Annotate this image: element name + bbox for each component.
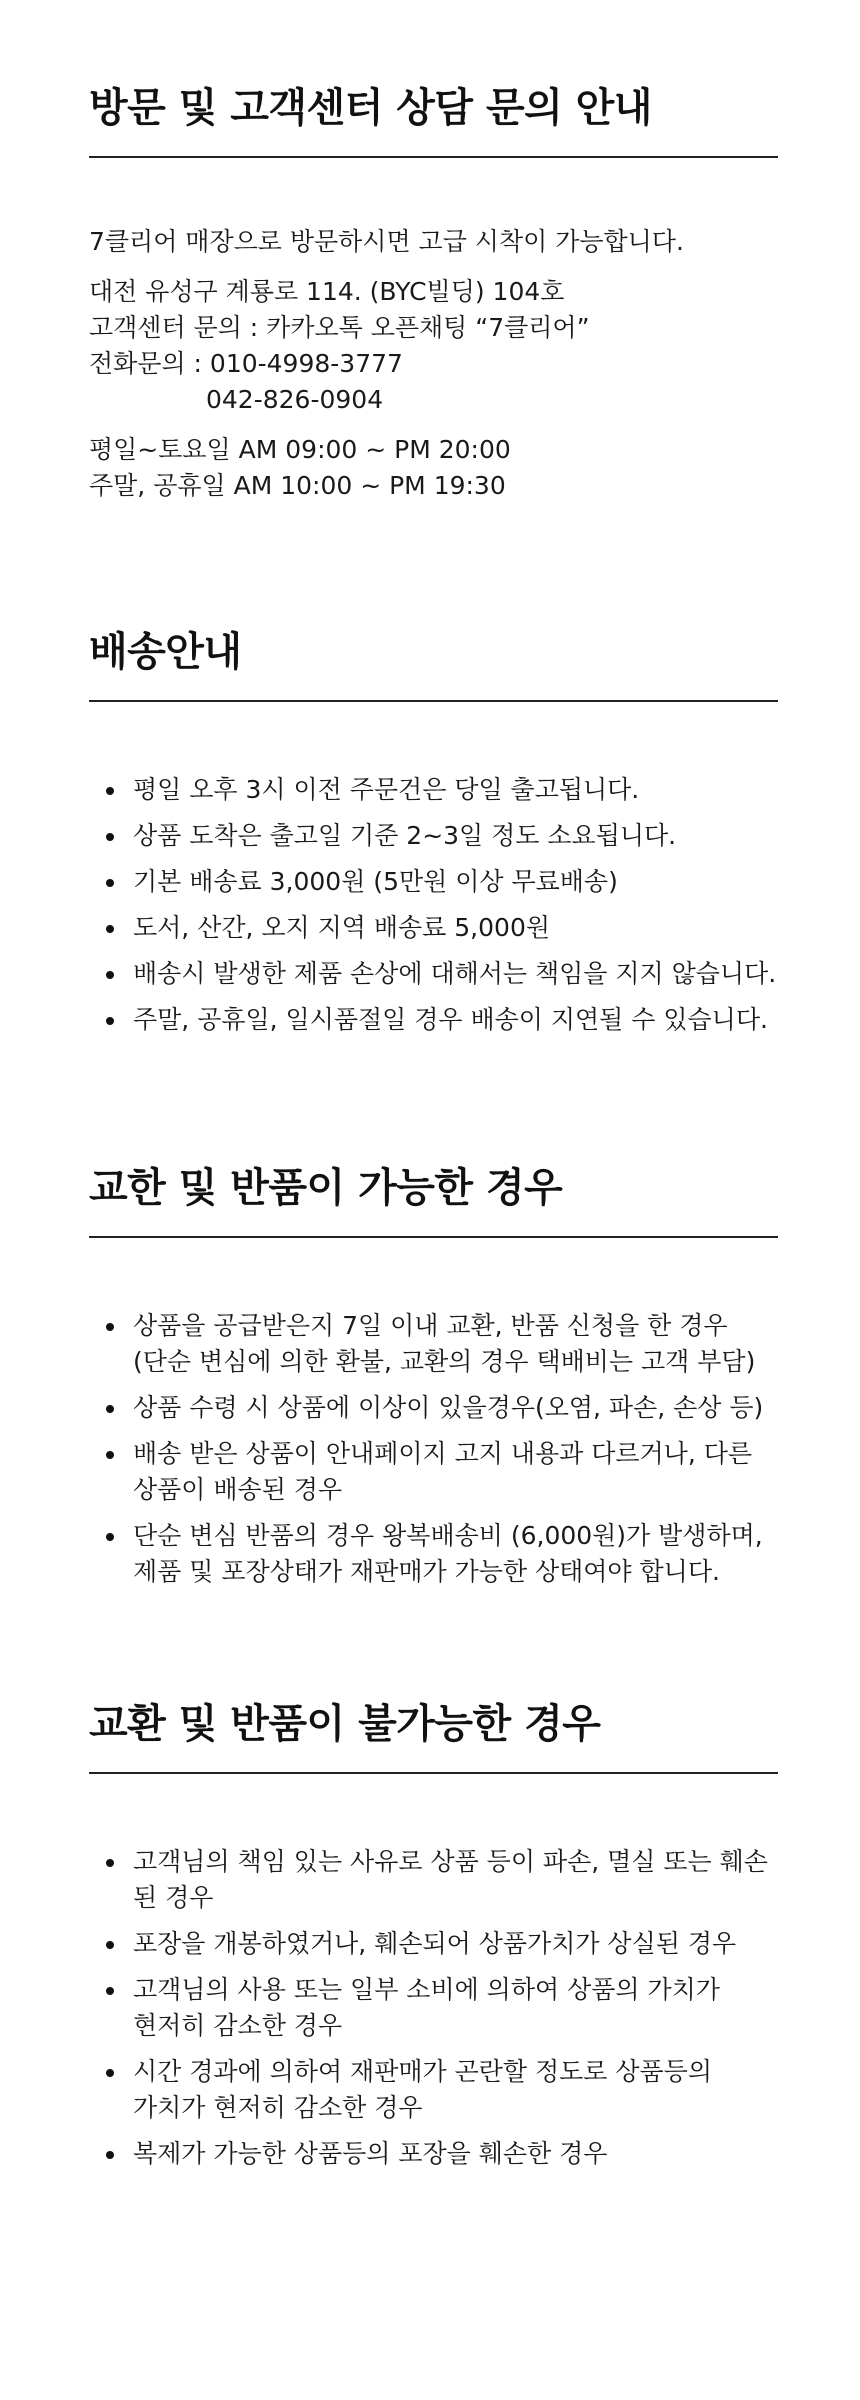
shipping-title: 배송안내 bbox=[89, 629, 242, 675]
list-item-text: 가치가 현저히 감소한 경우 bbox=[133, 2093, 423, 2122]
list-item-text: 된 경우 bbox=[133, 1883, 214, 1912]
list-item bbox=[89, 1972, 778, 2044]
shipping-section bbox=[89, 624, 778, 1048]
list-item-text: 제품 및 포장상태가 재판매가 가능한 상태여야 합니다. bbox=[133, 1557, 720, 1586]
return-impossible-title: 교환 및 반품이 불가능한 경우 bbox=[89, 1701, 601, 1747]
bullet-dot-icon bbox=[106, 1533, 114, 1541]
bullet-dot-icon bbox=[106, 925, 114, 933]
list-item-text: 고객님의 책임 있는 사유로 상품 등이 파손, 멸실 또는 훼손 bbox=[133, 1847, 768, 1876]
list-item bbox=[89, 1844, 778, 1916]
bullet-dot-icon bbox=[106, 1405, 114, 1413]
shipping-list bbox=[89, 772, 778, 1038]
list-item-text: 배송 받은 상품이 안내페이지 고지 내용과 다르거나, 다른 bbox=[133, 1439, 753, 1468]
kakao-contact: 고객센터 문의 : 카카오톡 오픈채팅 “7클리어” bbox=[89, 313, 590, 342]
phone-secondary: 042-826-0904 bbox=[206, 385, 384, 414]
list-item-text: 상품 수령 시 상품에 이상이 있을경우(오염, 파손, 손상 등) bbox=[133, 1393, 764, 1422]
bullet-dot-icon bbox=[106, 879, 114, 887]
return-impossible-section bbox=[89, 1696, 778, 2182]
bullet-dot-icon bbox=[106, 833, 114, 841]
hours-weekday: 평일~토요일 AM 09:00 ~ PM 20:00 bbox=[89, 435, 511, 464]
list-item-text: 배송시 발생한 제품 손상에 대해서는 책임을 지지 않습니다. bbox=[133, 959, 777, 988]
bullet-dot-icon bbox=[106, 1987, 114, 1995]
list-item-text: 상품을 공급받은지 7일 이내 교환, 반품 신청을 한 경우 bbox=[133, 1311, 728, 1340]
list-item bbox=[89, 818, 778, 854]
list-item bbox=[89, 2136, 778, 2172]
list-item-text: (단순 변심에 의한 환불, 교환의 경우 택배비는 고객 부담) bbox=[133, 1347, 756, 1376]
list-item bbox=[89, 1436, 778, 1508]
list-item-text: 단순 변심 반품의 경우 왕복배송비 (6,000원)가 발생하며, bbox=[133, 1521, 763, 1550]
bullet-dot-icon bbox=[106, 971, 114, 979]
hours-weekend: 주말, 공휴일 AM 10:00 ~ PM 19:30 bbox=[89, 471, 506, 500]
bullet-dot-icon bbox=[106, 1941, 114, 1949]
bullet-dot-icon bbox=[106, 787, 114, 795]
list-item bbox=[89, 864, 778, 900]
list-item-text: 고객님의 사용 또는 일부 소비에 의하여 상품의 가치가 bbox=[133, 1975, 720, 2004]
bullet-dot-icon bbox=[106, 1451, 114, 1459]
bullet-dot-icon bbox=[106, 2069, 114, 2077]
list-item-text: 시간 경과에 의하여 재판매가 곤란할 정도로 상품등의 bbox=[133, 2057, 712, 2086]
phone-primary: 전화문의 : 010-4998-3777 bbox=[89, 349, 403, 378]
visit-intro: 7클리어 매장으로 방문하시면 고급 시착이 가능합니다. bbox=[89, 227, 684, 256]
bullet-dot-icon bbox=[106, 1323, 114, 1331]
list-item bbox=[89, 2054, 778, 2126]
list-item-text: 상품 도착은 출고일 기준 2~3일 정도 소요됩니다. bbox=[133, 821, 677, 850]
return-possible-title: 교한 및 반품이 가능한 경우 bbox=[89, 1165, 563, 1211]
return-possible-section bbox=[89, 1160, 778, 1600]
list-item-text: 주말, 공휴일, 일시품절일 경우 배송이 지연될 수 있습니다. bbox=[133, 1005, 768, 1034]
list-item bbox=[89, 772, 778, 808]
bullet-dot-icon bbox=[106, 1859, 114, 1867]
visit-section bbox=[89, 80, 778, 504]
list-item bbox=[89, 910, 778, 946]
list-item-text: 포장을 개봉하였거나, 훼손되어 상품가치가 상실된 경우 bbox=[133, 1929, 737, 1958]
list-item bbox=[89, 1308, 778, 1380]
list-item-text: 현저히 감소한 경우 bbox=[133, 2011, 343, 2040]
visit-title: 방문 및 고객센터 상담 문의 안내 bbox=[89, 85, 652, 131]
list-item bbox=[89, 1390, 778, 1426]
return-possible-list bbox=[89, 1308, 778, 1590]
list-item-text: 상품이 배송된 경우 bbox=[133, 1475, 343, 1504]
list-item bbox=[89, 1518, 778, 1590]
bullet-dot-icon bbox=[106, 1017, 114, 1025]
list-item-text: 평일 오후 3시 이전 주문건은 당일 출고됩니다. bbox=[133, 775, 640, 804]
list-item-text: 복제가 가능한 상품등의 포장을 훼손한 경우 bbox=[133, 2139, 608, 2168]
list-item-text: 기본 배송료 3,000원 (5만원 이상 무료배송) bbox=[133, 867, 618, 896]
return-impossible-list bbox=[89, 1844, 778, 2172]
store-address: 대전 유성구 계룡로 114. (BYC빌딩) 104호 bbox=[89, 277, 565, 306]
list-item bbox=[89, 956, 778, 992]
list-item-text: 도서, 산간, 오지 지역 배송료 5,000원 bbox=[133, 913, 550, 942]
list-item bbox=[89, 1002, 778, 1038]
list-item bbox=[89, 1926, 778, 1962]
bullet-dot-icon bbox=[106, 2151, 114, 2159]
